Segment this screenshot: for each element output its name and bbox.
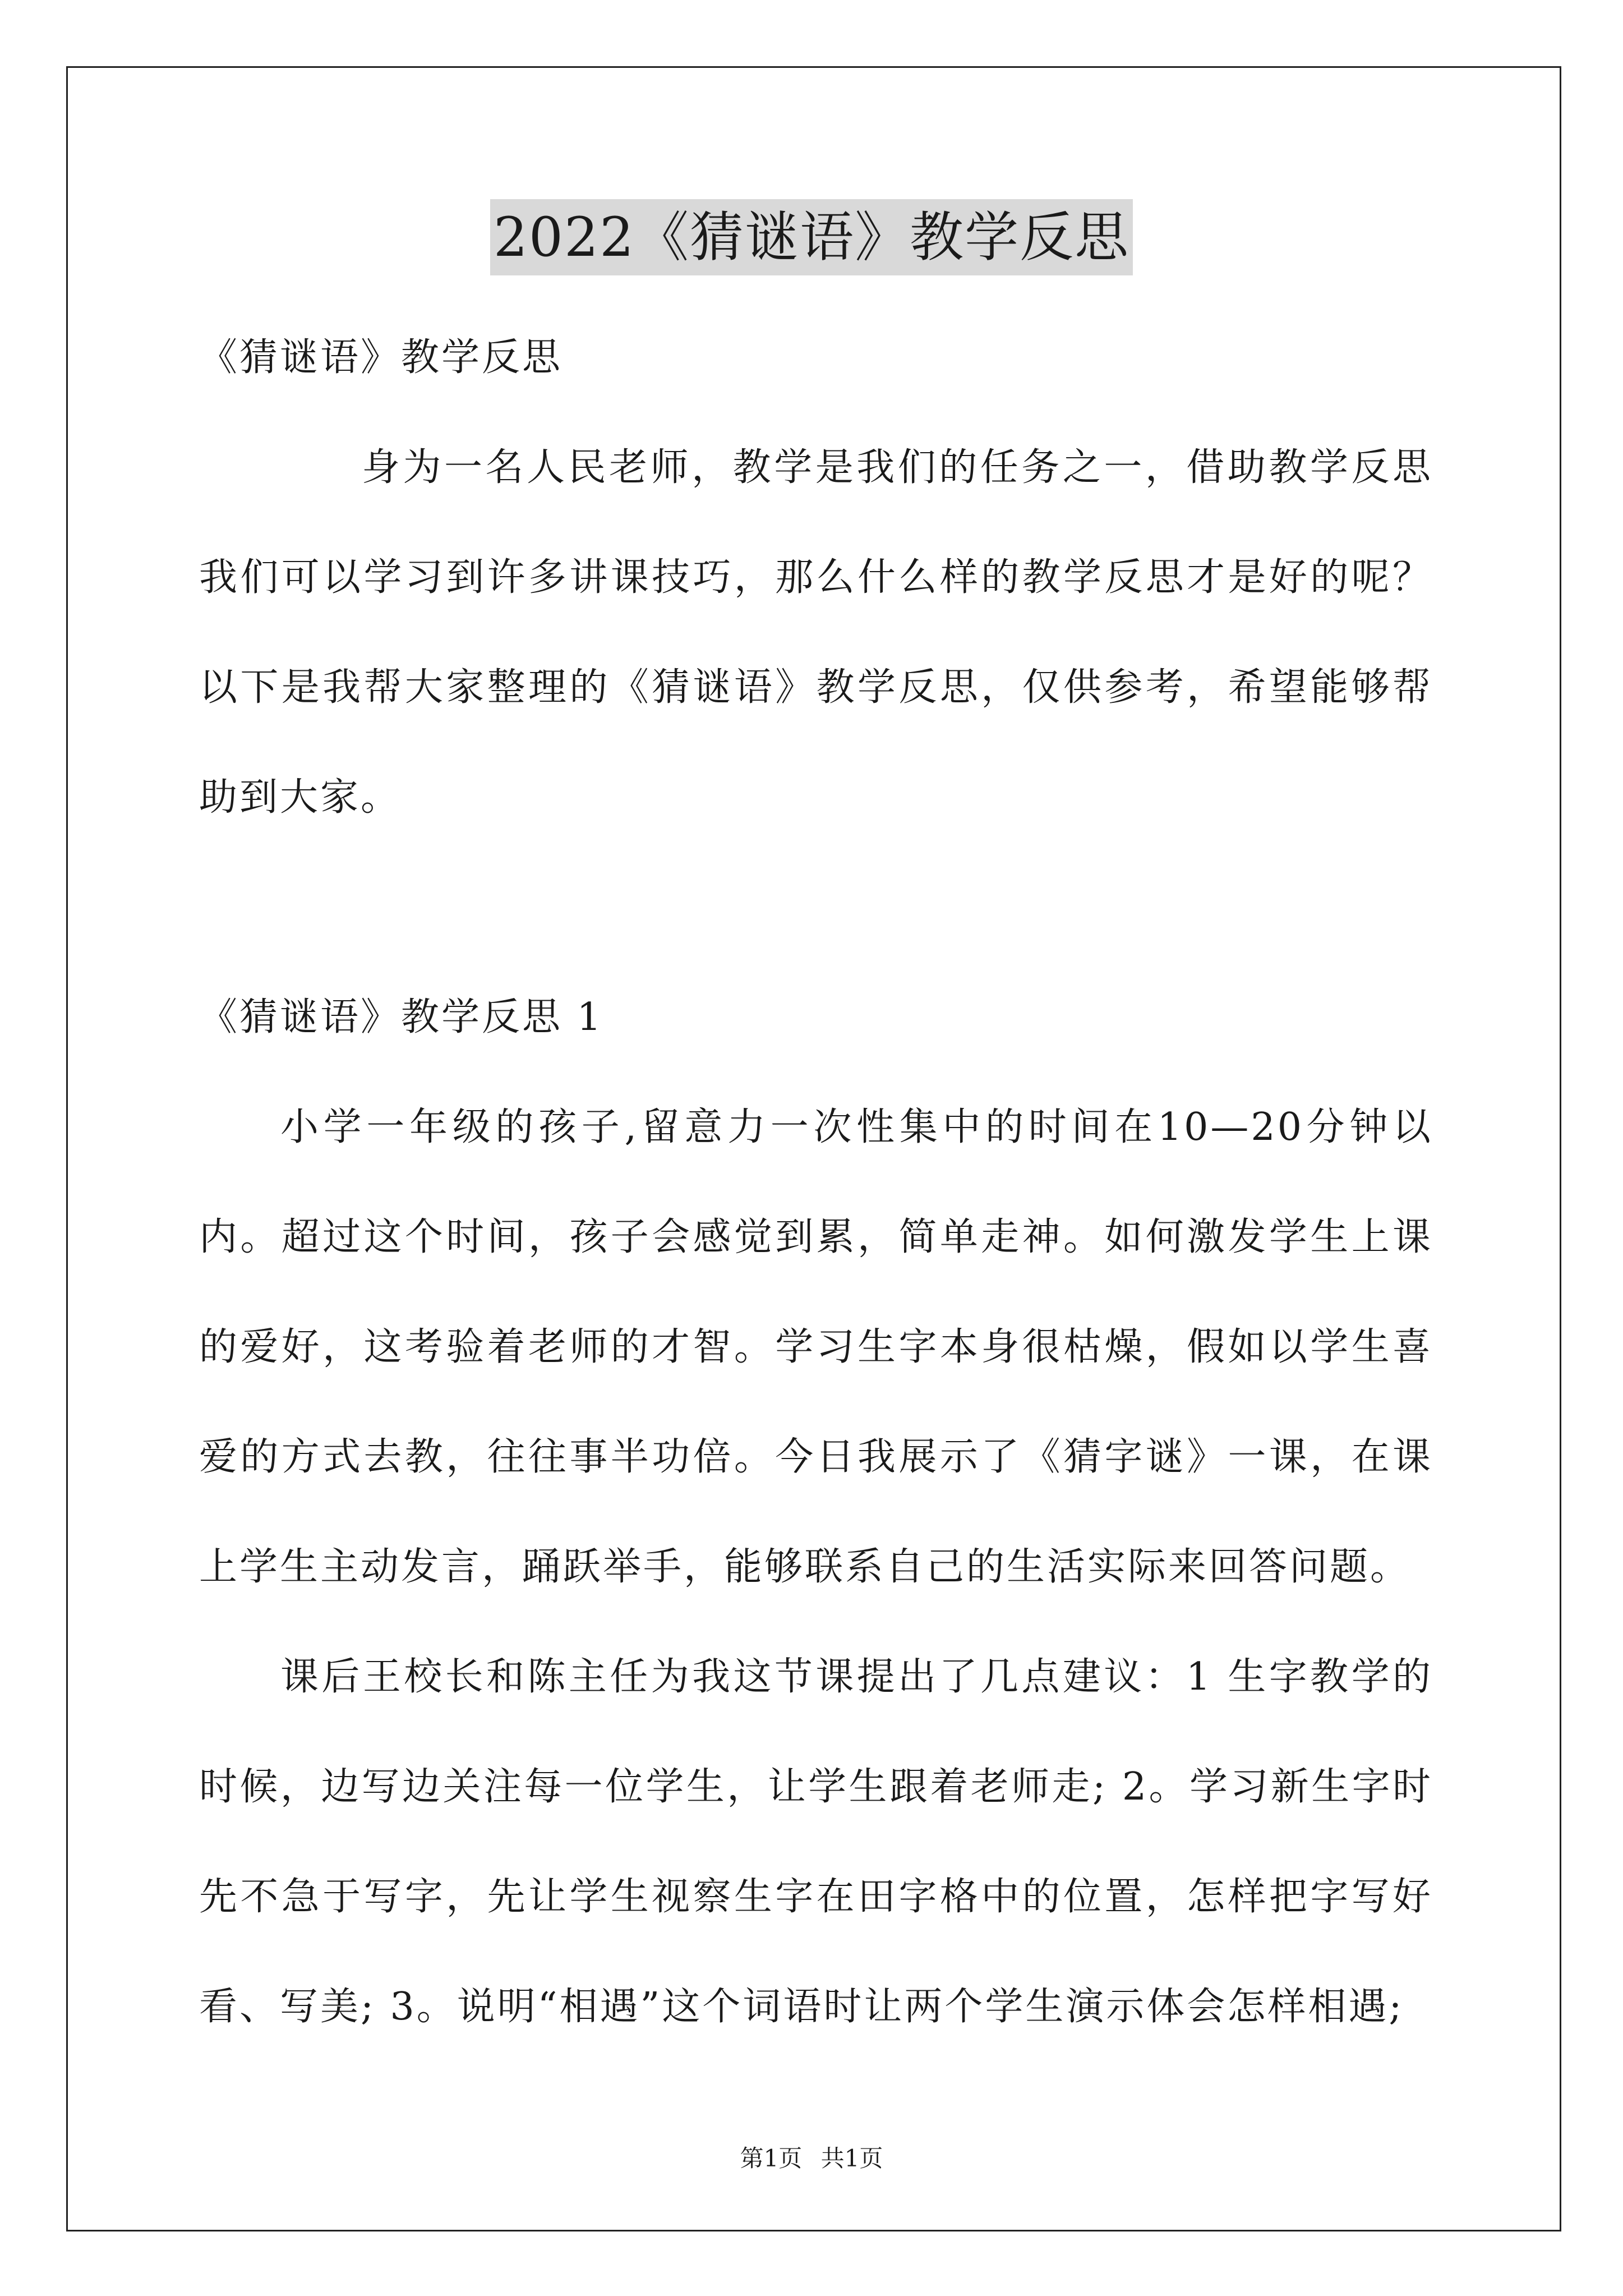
document-body [199, 303, 1433, 2062]
title-container [0, 199, 1623, 275]
page-number-current: 第1页 [740, 2145, 803, 2172]
document-title: 2022《猜谜语》教学反思 [490, 199, 1133, 275]
page-footer [0, 2142, 1623, 2175]
section-spacer [199, 853, 1433, 963]
page-number-total: 共1页 [820, 2145, 883, 2172]
section-heading: 《猜谜语》教学反思 1 [199, 995, 603, 1039]
body-paragraph-1: 小学一年级的孩子,留意力一次性集中的时间在10—20分钟以内。超过这个时间，孩子会感觉到累，简单走神。如何激发学生上课的爱好，这考验着老师的才智。学习生字本身很枯燥，假如以学生喜爱的方式去教，往往事半功倍。今日我展示了《猜字谜》一课，在课上学生主动发言，踊跃举手，能够联系自己的生活实际来回答问题。 [199, 1105, 1433, 1589]
intro-heading: 《猜谜语》教学反思 [199, 335, 563, 380]
body-paragraph-2: 课后王校长和陈主任为我这节课提出了几点建议：1 生字教学的时候，边写边关注每一位学生，让学生跟着老师走; 2。学习新生字时先不急于写字，先让学生视察生字在田字格中的位置，怎样把字写好看、写美; 3。说明“相遇”这个词语时让两个学生演示体会怎样相遇; [199, 1655, 1433, 2029]
intro-paragraph: 身为一名人民老师，教学是我们的任务之一，借助教学反思我们可以学习到许多讲课技巧，那么什么样的教学反思才是好的呢？以下是我帮大家整理的《猜谜语》教学反思，仅供参考，希望能够帮助到大家。 [199, 445, 1433, 820]
